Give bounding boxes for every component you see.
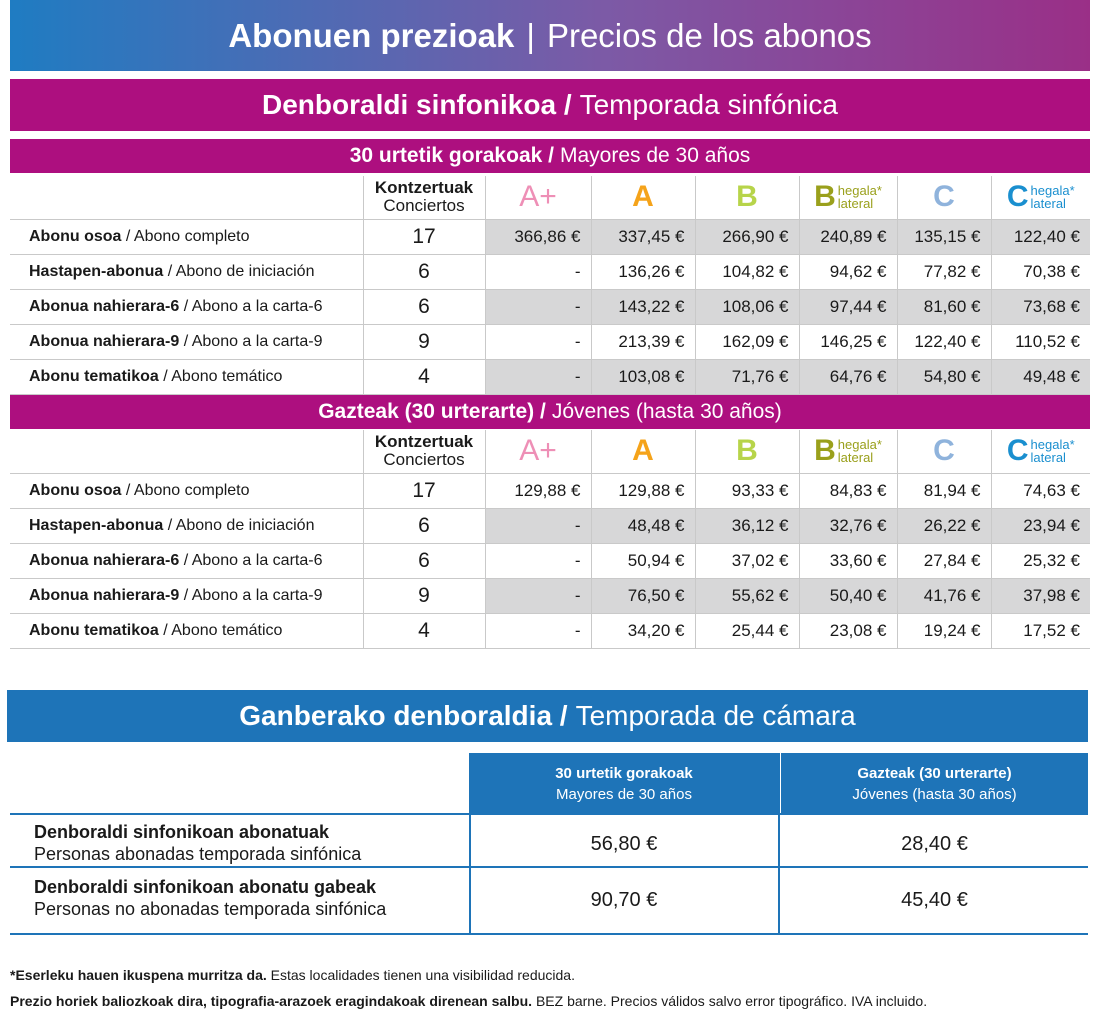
row-label: Abonu osoa / Abono completo [10,219,363,254]
price-cell: 162,09 € [695,324,799,359]
table-row [10,868,1088,935]
price-cell: 76,50 € [591,578,695,613]
price-cell: 71,76 € [695,359,799,394]
price-cell: 34,20 € [591,613,695,648]
price-cell: 37,02 € [695,543,799,578]
zone-c-header [897,176,991,219]
symphonic-title-eu: Denboraldi sinfonikoa / [262,89,572,120]
price-cell: 55,62 € [695,578,799,613]
price-cell: - [485,578,591,613]
row-concerts: 17 [363,219,485,254]
zone-b-lateral-header [799,176,897,219]
row-label: Abonu tematikoa / Abono temático [10,613,363,648]
group-header-over-30 [10,139,1090,173]
price-cell: 50,40 € [799,578,897,613]
price-cell: 17,52 € [991,613,1090,648]
price-cell: - [485,359,591,394]
price-cell: 129,88 € [591,473,695,508]
price-cell: 36,12 € [695,508,799,543]
zone-c-header [897,430,991,473]
row-label: Abonua nahierara-6 / Abono a la carta-6 [10,543,363,578]
price-table-over-30 [10,176,1090,395]
zone-b-header [695,430,799,473]
table-row [10,578,1090,613]
price-cell: 266,90 € [695,219,799,254]
price-cell: 73,68 € [991,289,1090,324]
table-row [10,219,1090,254]
group-title-eu: Gazteak (30 urterarte) / [318,400,546,423]
zone-a-header [591,430,695,473]
row-label: Abonua nahierara-6 / Abono a la carta-6 [10,289,363,324]
price-cell: 94,62 € [799,254,897,289]
title-es: Precios de los abonos [546,16,872,54]
price-cell: 28,40 € [901,833,968,855]
row-concerts: 4 [363,359,485,394]
column-header-row [10,430,1090,473]
concerts-header [363,176,485,219]
table-row [10,359,1090,394]
concerts-header [363,430,485,473]
row-concerts: 9 [363,324,485,359]
price-cell: 129,88 € [485,473,591,508]
zone-b-lateral-letter: B [814,434,836,468]
zone-c-lateral-letter: C [1006,180,1029,214]
price-cell: 240,89 € [799,219,897,254]
chamber-col-es: Mayores de 30 años [556,786,692,803]
concerts-header-es: Conciertos [383,196,465,216]
row-concerts: 4 [363,613,485,648]
zone-aplus-header [485,176,591,219]
row-label: Hastapen-abonua / Abono de iniciación [10,508,363,543]
chamber-column-header [470,753,778,813]
price-cell: 84,83 € [799,473,897,508]
price-cell: 97,44 € [799,289,897,324]
zone-a-label: A [632,180,654,214]
footnote-visibility: *Eserleku hauen ikuspena murritza da. Estas localidades tienen una visibilidad reducida. [10,967,575,983]
price-cell: 25,44 € [695,613,799,648]
group-title-es: Mayores de 30 años [559,144,751,167]
table-row [10,324,1090,359]
price-cell: 337,45 € [591,219,695,254]
zone-aplus-label: A+ [519,434,557,468]
price-cell: 143,22 € [591,289,695,324]
price-cell: 104,82 € [695,254,799,289]
symphonic-season-header [10,79,1090,131]
price-cell: 70,38 € [991,254,1090,289]
row-concerts: 6 [363,289,485,324]
empty-header-cell [10,430,363,473]
concerts-header-eu: Kontzertuak [374,178,474,198]
row-concerts: 9 [363,578,485,613]
group-header-youth [10,395,1090,429]
lateral-bottom: lateral [837,450,874,466]
zone-aplus-label: A+ [519,180,557,214]
title-separator: | [526,16,535,54]
lateral-top: hegala* [837,437,882,453]
table-row [10,543,1090,578]
price-cell: - [485,543,591,578]
table-row [10,289,1090,324]
chamber-row-label: Denboraldi sinfonikoan abonatu gabeak Personas no abonadas temporada sinfónica [34,877,387,919]
price-cell: - [485,324,591,359]
zone-c-label: C [933,180,955,214]
lateral-bottom: lateral [837,196,874,212]
zone-b-lateral-header [799,430,897,473]
zone-b-label: B [736,434,758,468]
price-cell: 122,40 € [897,324,991,359]
row-label: Hastapen-abonua / Abono de iniciación [10,254,363,289]
lateral-top: hegala* [1030,183,1075,199]
row-label: Abonu osoa / Abono completo [10,473,363,508]
price-cell: - [485,289,591,324]
zone-a-header [591,176,695,219]
column-divider [778,753,780,935]
table-row [10,613,1090,648]
chamber-col-eu: Gazteak (30 urterarte) [857,765,1012,782]
price-cell: 213,39 € [591,324,695,359]
price-cell: 146,25 € [799,324,897,359]
table-row [10,473,1090,508]
table-row [10,813,1088,868]
column-divider [469,753,471,935]
row-label: Abonua nahierara-9 / Abono a la carta-9 [10,324,363,359]
row-concerts: 6 [363,508,485,543]
price-cell: 41,76 € [897,578,991,613]
chamber-col-eu: 30 urtetik gorakoak [555,765,693,782]
lateral-bottom: lateral [1030,196,1066,212]
price-cell: 25,32 € [991,543,1090,578]
zone-b-label: B [736,180,758,214]
price-cell: 110,52 € [991,324,1090,359]
zone-aplus-header [485,430,591,473]
concerts-header-es: Conciertos [383,450,465,470]
table-row [10,508,1090,543]
price-cell: 32,76 € [799,508,897,543]
chamber-title-es: Temporada de cámara [575,700,856,731]
title-eu: Abonuen prezioak [228,16,515,54]
price-cell: 366,86 € [485,219,591,254]
price-cell: 81,60 € [897,289,991,324]
price-cell: 33,60 € [799,543,897,578]
zone-c-lateral-header [991,176,1090,219]
price-table-youth [10,430,1090,649]
price-cell: 74,63 € [991,473,1090,508]
chamber-row-label: Denboraldi sinfonikoan abonatuak Personas abonadas temporada sinfónica [34,822,362,864]
group-title-eu: 30 urtetik gorakoak / [349,144,554,167]
table-row [10,254,1090,289]
price-cell: 23,94 € [991,508,1090,543]
price-cell: 122,40 € [991,219,1090,254]
price-cell: 23,08 € [799,613,897,648]
price-cell: 54,80 € [897,359,991,394]
row-concerts: 17 [363,473,485,508]
chamber-col-es: Jóvenes (hasta 30 años) [852,786,1017,803]
price-cell: 136,26 € [591,254,695,289]
concerts-header-eu: Kontzertuak [374,432,474,452]
symphonic-title-es: Temporada sinfónica [579,89,838,120]
zone-b-lateral-letter: B [814,180,836,214]
price-cell: 50,94 € [591,543,695,578]
price-cell: 48,48 € [591,508,695,543]
zone-a-label: A [632,434,654,468]
footnote-prices: Prezio horiek baliozkoak dira, tipografia-arazoek eragindakoak direnean salbu. BEZ barne. Precios válidos salvo error tipográfico. IVA incluido. [10,993,928,1009]
row-label: Abonua nahierara-9 / Abono a la carta-9 [10,578,363,613]
price-cell: 26,22 € [897,508,991,543]
price-cell: 93,33 € [695,473,799,508]
price-cell: 108,06 € [695,289,799,324]
price-cell: 135,15 € [897,219,991,254]
lateral-top: hegala* [1030,437,1075,453]
price-cell: 45,40 € [901,889,968,911]
price-cell: - [485,613,591,648]
price-cell: 37,98 € [991,578,1090,613]
lateral-top: hegala* [837,183,882,199]
chamber-column-header [781,753,1088,813]
zone-c-lateral-letter: C [1006,434,1029,468]
zone-c-label: C [933,434,955,468]
row-concerts: 6 [363,254,485,289]
price-cell: 81,94 € [897,473,991,508]
group-title-es: Jóvenes (hasta 30 años) [551,400,782,423]
price-cell: 64,76 € [799,359,897,394]
empty-header-cell [10,176,363,219]
price-cell: 56,80 € [590,833,658,855]
price-cell: 19,24 € [897,613,991,648]
price-cell: 90,70 € [590,889,658,911]
chamber-title-eu: Ganberako denboraldia / [239,700,568,731]
price-cell: 77,82 € [897,254,991,289]
row-label: Abonu tematikoa / Abono temático [10,359,363,394]
price-cell: 103,08 € [591,359,695,394]
lateral-bottom: lateral [1030,450,1066,466]
price-cell: - [485,508,591,543]
page-title [10,0,1090,71]
price-cell: - [485,254,591,289]
zone-b-header [695,176,799,219]
price-cell: 49,48 € [991,359,1090,394]
row-concerts: 6 [363,543,485,578]
column-header-row [10,176,1090,219]
chamber-season-header [7,690,1088,742]
price-cell: 27,84 € [897,543,991,578]
footnotes [10,962,927,1014]
zone-c-lateral-header [991,430,1090,473]
